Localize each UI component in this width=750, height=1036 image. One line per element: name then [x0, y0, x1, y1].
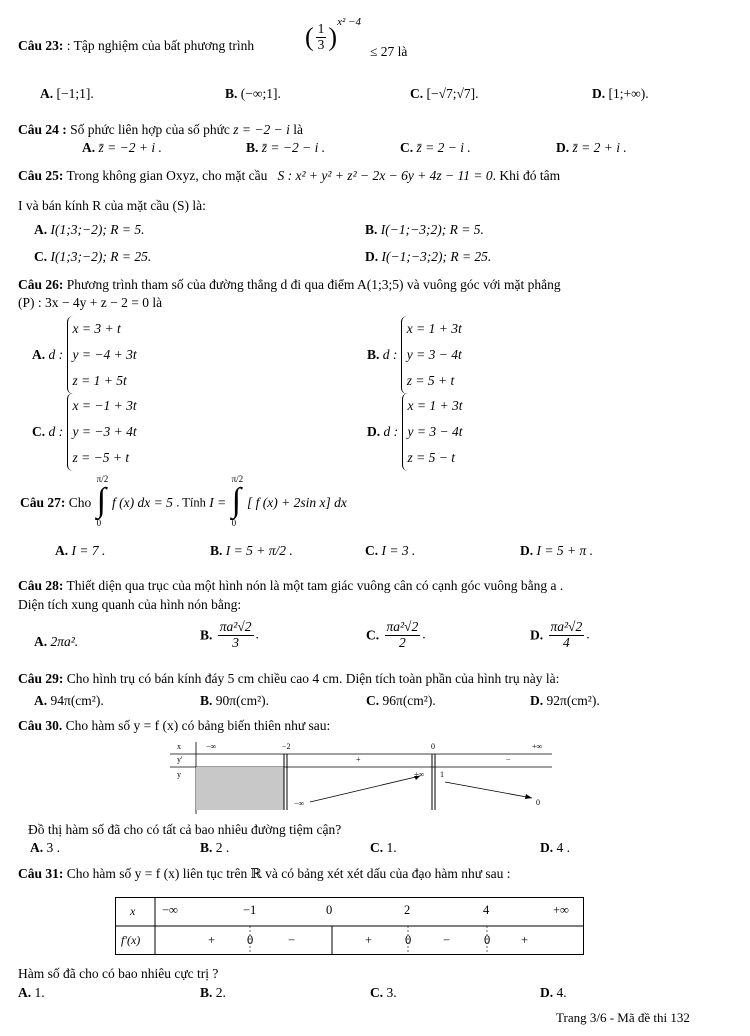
q30-option-c[interactable]: C. 1. [370, 840, 397, 855]
q23-option-a[interactable]: A. [−1;1]. [40, 86, 94, 101]
q31-stem: Câu 31: Cho hàm số y = f (x) liên tục trên ℝ và có bảng xét xét dấu của đạo hàm như sau : [18, 866, 511, 881]
q27-option-d[interactable]: D. I = 5 + π . [520, 543, 593, 558]
vt-y-value: 1 [440, 770, 444, 779]
q31-option-c[interactable]: C. 3. [370, 985, 397, 1000]
q30-option-b[interactable]: B. 2 . [200, 840, 230, 855]
q28-option-b[interactable]: B. $\frac{\text{πa²√2}}{3}$ . [200, 619, 259, 650]
q28-option-c[interactable]: C. $\frac{\text{πa²√2}}{2}$ . [366, 619, 426, 650]
q28-option-d[interactable]: D. $\frac{\text{πa²√2}}{4}$ . [530, 619, 590, 650]
vt-x-value: 0 [431, 742, 435, 751]
st-x-value: 4 [483, 903, 490, 917]
page-footer: Trang 3/6 - Mã đề thi 132 [556, 1010, 690, 1025]
st-sign: 0 [405, 933, 412, 947]
st-x-value: −1 [243, 903, 257, 917]
q31-option-d[interactable]: D. 4. [540, 985, 567, 1000]
q25-option-c[interactable]: C. I(1;3;−2); R = 25. [34, 249, 152, 264]
st-x-value: 0 [326, 903, 333, 917]
q24-option-a[interactable]: A. z̄ = −2 + i . [82, 140, 162, 155]
sign-table [115, 897, 584, 955]
vt-x-label: x [177, 742, 181, 751]
q24-stem: Câu 24 : Số phức liên hợp của số phức z = −2 − i là [18, 122, 303, 137]
st-x-value: 2 [404, 903, 411, 917]
st-x-value: +∞ [553, 903, 569, 917]
q27-option-b[interactable]: B. I = 5 + π/2 . [210, 543, 293, 558]
q27-stem: Câu 27: Cho π/2 ∫ 0 f (x) dx = 5 . Tính I = π/2 ∫ 0 [ f (x) + 2sin x] dx [20, 474, 347, 528]
q24-option-b[interactable]: B. z̄ = −2 − i . [246, 140, 326, 155]
vt-x-value: −2 [282, 742, 291, 751]
vt-sign: − [506, 755, 511, 764]
st-x-value: −∞ [162, 903, 178, 917]
q30-question: Đồ thị hàm số đã cho có tất cả bao nhiêu đường tiệm cận? [28, 822, 342, 837]
q26-line2: (P) : 3x − 4y + z − 2 = 0 là [18, 295, 163, 310]
integral-symbol: π/2 ∫ 0 [96, 474, 109, 528]
vt-y-label: y [177, 770, 181, 779]
q29-option-a[interactable]: A. 94π(cm²). [34, 693, 104, 708]
variation-table [170, 742, 552, 814]
vt-y-value: −∞ [294, 799, 305, 808]
vt-sign: + [356, 755, 361, 764]
q25-option-a[interactable]: A. I(1;3;−2); R = 5. [34, 222, 145, 237]
q25-option-d[interactable]: D. I(−1;−3;2); R = 25. [365, 249, 492, 264]
q31-question: Hàm số đã cho có bao nhiêu cực trị ? [18, 966, 219, 981]
q26-option-a[interactable]: A. d : x = 3 + t y = −4 + 3t z = 1 + 5t [32, 316, 137, 394]
q31-option-b[interactable]: B. 2. [200, 985, 226, 1000]
q23-option-d[interactable]: D. [1;+∞). [592, 86, 649, 101]
st-x-label: x [130, 904, 136, 918]
q28-line2: Diện tích xung quanh của hình nón bằng: [18, 597, 242, 612]
st-sign: 0 [484, 933, 491, 947]
q29-option-d[interactable]: D. 92π(cm²). [530, 693, 600, 708]
q25-option-b[interactable]: B. I(−1;−3;2); R = 5. [365, 222, 484, 237]
q23-option-c[interactable]: C. [−√7;√7]. [410, 86, 479, 101]
q26-option-c[interactable]: C. d : x = −1 + 3t y = −3 + 4t z = −5 + t [32, 393, 137, 471]
vt-y-value: 0 [536, 798, 540, 807]
q29-option-b[interactable]: B. 90π(cm²). [200, 693, 269, 708]
st-sign: − [443, 933, 451, 947]
q30-stem: Câu 30. Cho hàm số y = f (x) có bảng biến thiên như sau: [18, 718, 331, 733]
vt-yp-label: y' [177, 755, 183, 764]
st-sign: + [521, 933, 529, 947]
q25-line2: I và bán kính R của mặt cầu (S) là: [18, 198, 206, 213]
q27-option-a[interactable]: A. I = 7 . [55, 543, 106, 558]
vt-y-value: +∞ [414, 770, 425, 779]
st-sign: + [208, 933, 216, 947]
q24-option-c[interactable]: C. z̄ = 2 − i . [400, 140, 471, 155]
st-sign: 0 [247, 933, 254, 947]
q23-expression: ( $\frac{1}{3}$ )$^{x^2 -4}$ [305, 15, 361, 52]
q28-stem: Câu 28: Thiết diện qua trục của một hình nón là một tam giác vuông cân có cạnh góc vuông bằng a . [18, 578, 564, 593]
q26-option-b[interactable]: B. d : x = 1 + 3t y = 3 − 4t z = 5 + t [367, 316, 462, 394]
q23-expr-tail: ≤ 27 là [370, 44, 408, 59]
vt-x-value: −∞ [206, 742, 217, 751]
q26-stem: Câu 26: Phương trình tham số của đường thẳng d đi qua điểm A(1;3;5) và vuông góc với mặt phẳng [18, 277, 561, 292]
q25-stem: Câu 25: Trong không gian Oxyz, cho mặt cầu S : x² + y² + z² − 2x − 6y + 4z − 11 = 0. Khi đó tâm [18, 168, 561, 183]
q29-option-c[interactable]: C. 96π(cm²). [366, 693, 436, 708]
q30-option-d[interactable]: D. 4 . [540, 840, 570, 855]
q24-option-d[interactable]: D. z̄ = 2 + i . [556, 140, 627, 155]
q26-option-d[interactable]: D. d : x = 1 + 3t y = 3 − 4t z = 5 − t [367, 393, 462, 471]
q28-option-a[interactable]: A. 2πa². [34, 634, 79, 649]
st-fp-label: f′(x) [121, 933, 141, 947]
q23-option-b[interactable]: B. (−∞;1]. [225, 86, 281, 101]
st-sign: − [288, 933, 296, 947]
integral-symbol: π/2 ∫ 0 [231, 474, 244, 528]
q27-option-c[interactable]: C. I = 3 . [365, 543, 416, 558]
q29-stem: Câu 29: Cho hình trụ có bán kính đáy 5 cm chiều cao 4 cm. Diện tích toàn phần của hình trụ này là: [18, 671, 560, 686]
q23-stem: Câu 23: : Tập nghiệm của bất phương trình [18, 38, 255, 53]
q30-option-a[interactable]: A. 3 . [30, 840, 60, 855]
st-sign: + [365, 933, 373, 947]
vt-x-value: +∞ [532, 742, 543, 751]
q31-option-a[interactable]: A. 1. [18, 985, 45, 1000]
